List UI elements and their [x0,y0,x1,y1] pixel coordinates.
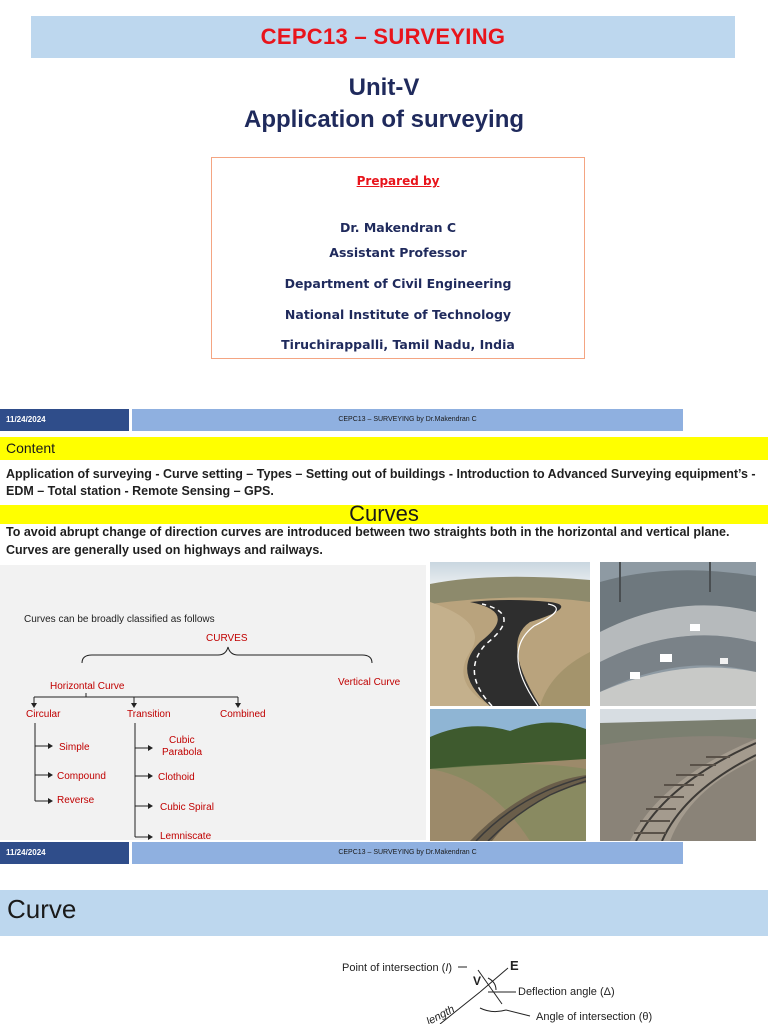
highway-overpass-photo [600,562,756,706]
footer-date: 11/24/2024 [6,848,46,857]
content-heading-bar [0,437,768,460]
classification-combined: Combined [220,709,266,720]
diagram-label-intersection: Point of intersection (I) [342,962,453,974]
classification-circular: Circular [26,709,61,720]
diagram-label-e: E [510,958,519,973]
transition-item-lemniscate: Lemniscate [160,831,212,840]
transition-item-cubic-spiral: Cubic Spiral [160,802,214,813]
author-department: Department of Civil Engineering [284,276,512,291]
content-heading: Content [6,440,56,456]
circular-item-reverse: Reverse [57,795,95,806]
footer-text: CEPC13 – SURVEYING by Dr.Makendran C [338,416,477,423]
railway-curve-forest-photo [430,709,586,841]
transition-item-clothoid: Clothoid [158,772,195,783]
curve-geometry-diagram [330,948,710,1024]
unit-subtitle: Application of surveying [243,106,525,133]
diagram-label-v: V [473,974,482,988]
curves-heading: Curves [349,501,419,526]
prepared-by-label: Prepared by [356,174,440,188]
diagram-label-angle: Angle of intersection (θ) [536,1011,653,1023]
author-role: Assistant Professor [329,245,467,260]
curves-intro: To avoid abrupt change of direction curves are introduced between two straights both in the horizontal and vertical plane. Curves are generally used on highways and railways. [6,525,730,557]
curved-highway-photo [430,562,590,706]
course-title: CEPC13 – SURVEYING [260,24,506,49]
classification-transition: Transition [127,709,171,720]
transition-item-cubic-parabola: Cubic Parabola [162,735,203,758]
circular-item-compound: Compound [57,771,106,782]
author-name: Dr. Makendran C [339,220,457,235]
author-location: Tiruchirappalli, Tamil Nadu, India [281,337,515,352]
railway-curve-track-photo [600,709,756,841]
footer-text: CEPC13 – SURVEYING by Dr.Makendran C [338,849,477,856]
footer-date: 11/24/2024 [6,415,46,424]
classification-root: CURVES [206,633,248,644]
author-box [211,157,585,359]
curve-classification-diagram [0,565,426,840]
classification-vertical: Vertical Curve [338,677,401,688]
diagram-label-deflection: Deflection angle (Δ) [518,986,615,998]
curve-heading-bar [0,890,768,936]
unit-title: Unit-V [348,74,420,101]
diagram-label-length: length [424,1003,457,1024]
curve-heading: Curve [7,894,77,924]
classification-brace [82,647,372,663]
circular-item-simple: Simple [59,742,90,753]
content-body: Application of surveying - Curve setting – Types – Setting out of buildings - Introduction to Advanced Surveying equipment’s - EDM – Total station - Remote Sensing – GPS. [6,467,756,498]
author-institution: National Institute of Technology [284,307,512,322]
classification-caption: Curves can be broadly classified as follows [24,614,215,625]
classification-horizontal: Horizontal Curve [50,681,125,692]
